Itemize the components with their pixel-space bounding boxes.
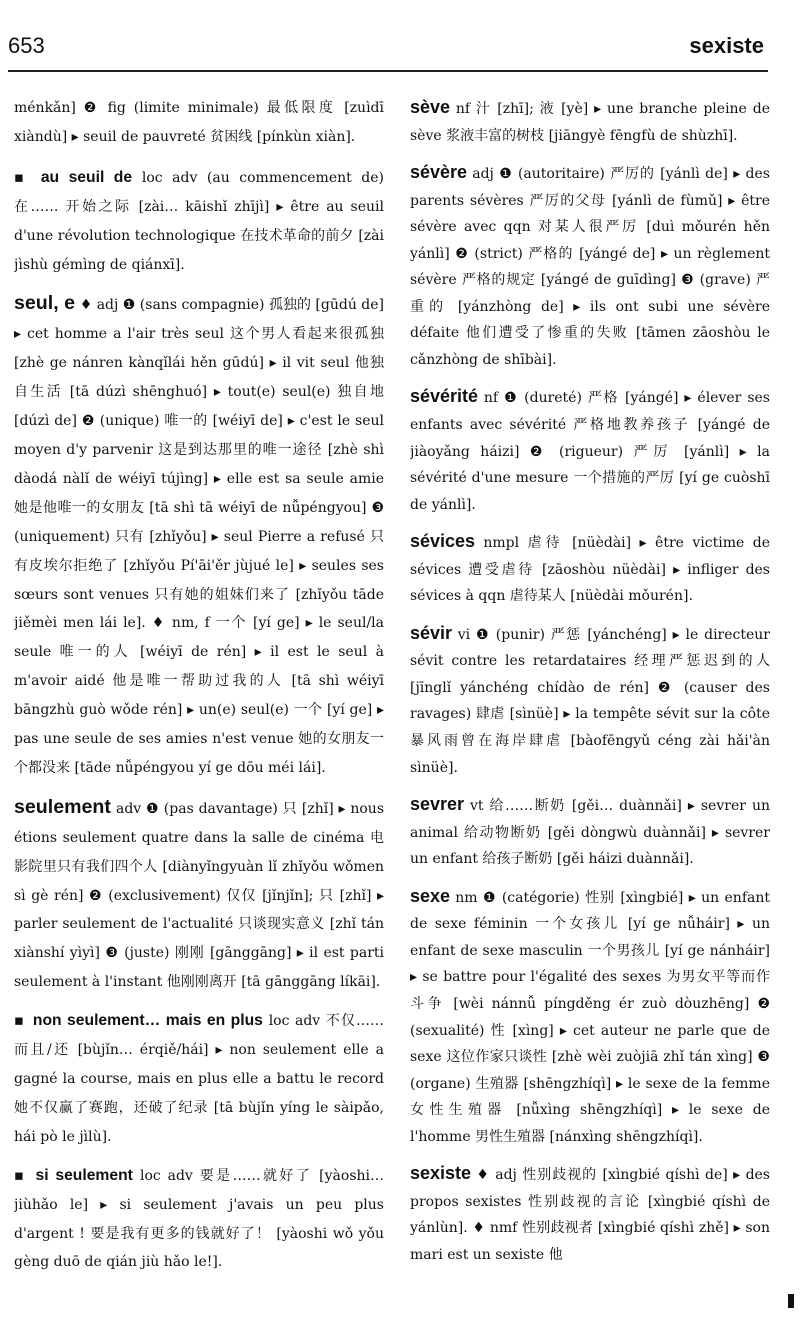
entry bbox=[410, 1160, 770, 1268]
entry-lemma: sevrer bbox=[410, 794, 465, 815]
entry-lemma: sexe bbox=[410, 885, 451, 906]
running-headword: sexiste bbox=[689, 33, 764, 58]
entry bbox=[410, 94, 770, 149]
entry-text: nmpl 虐待 [nüèdài] ▸ être victime de sévices 遭受虐待 [zāoshòu nüèdài] ▸ infliger des sévices à qqn 虐待某人 [nüèdài mǒurén]. bbox=[410, 535, 770, 605]
entry bbox=[14, 289, 384, 782]
entry bbox=[410, 791, 770, 873]
page-edge-mark bbox=[788, 1294, 794, 1308]
entry bbox=[14, 94, 384, 152]
entry-lemma: seul, e bbox=[14, 292, 75, 315]
entry-text: nm ❶ (catégorie) 性别 [xìngbié] ▸ un enfant de sexe féminin 一个女孩儿 [yí ge nǚháir] ▸ un enfant de sexe masculin 一个男孩儿 [yí ge nánháir] ▸ se battre pour l'égalité des sexes 为男女平等而作斗争 [wèi nánnǚ píngděng ér zuò dòuzhēng] ❷ (sexualité) 性 [xìng] ▸ cet auteur ne parle que de sexe 这位作家只谈性 [zhè wèi zuòjiā zhǐ tán xìng] ❸ (organe) 生殖器 [shēngzhíqì] ▸ le sexe de la femme 女性生殖器 [nǚxìng shēngzhíqì] ▸ le sexe de l'homme 男性生殖器 [nánxìng shēngzhíqì]. bbox=[410, 889, 770, 1145]
entry-text: ♦ adj ❶ (sans compagnie) 孤独的 [gūdú de] ▸ cet homme a l'air très seul 这个男人看起来很孤独 [zhè ge nánren kànqǐlái hěn gūdú] ▸ il vit seul 他独自生活 [tā dúzì shēnghuó] ▸ tout(e) seul(e) 独自地 [dúzì de] ❷ (unique) 唯一的 [wéiyī de] ▸ c'est le seul moyen d'y parvenir 这是到达那里的唯一途径 [zhè shì dàodá nàlǐ de wéiyī tújìng] ▸ elle est sa seule amie 她是他唯一的女朋友 [tā shì tā wéiyī de nǚpéngyou] ❸ (uniquement) 只有 [zhǐyǒu] ▸ seul Pierre a refusé 只有皮埃尔拒绝了 [zhǐyǒu Pí'āi'ěr jùjué le] ▸ seules ses sœurs sont venues 只有她的姐妹们来了 [zhǐyǒu tāde jiěmèi men lái le]. ♦ nm, f 一个 [yí ge] ▸ le seul/la seule 唯一的人 [wéiyī de rén] ▸ il est le seul à m'avoir aidé 他是唯一帮助过我的人 [tā shì wéiyī bāngzhù guò wǒde rén] ▸ un(e) seul(e) 一个 [yí ge] ▸ pas une seule de ses amies n'est venue 她的女朋友一个都没来 [tāde nǚpéngyou yí ge dōu méi lái]. bbox=[14, 297, 384, 776]
entry-text: loc adv 不仅……而且/还 [bùjǐn… érqiě/hái] ▸ non seulement elle a gagné la course, mais en plus elle a battu le record 她不仅赢了赛跑，还破了纪录 [tā bùjǐn yíng le sàipǎo, hái pò le jìlù]. bbox=[14, 1013, 384, 1145]
entry-text: ménkǎn] ❷ fig (limite minimale) 最低限度 [zuìdī xiàndù] ▸ seuil de pauvreté 贫困线 [pínkùn xiàn]. bbox=[14, 100, 384, 145]
entry-lemma: sévérité bbox=[410, 386, 479, 407]
entry-lemma: non seulement… mais en plus bbox=[32, 1012, 263, 1030]
entry-lemma: sève bbox=[410, 97, 451, 117]
entry bbox=[410, 620, 770, 781]
entry-lemma: seulement bbox=[14, 795, 111, 818]
entry-lemma: sexiste bbox=[410, 1163, 472, 1184]
entry-text: loc adv (au commencement de) 在…… 开始之际 [zài… kāishǐ zhījì] ▸ être au seuil d'une révolution technologique 在技术革命的前夕 [zài jìshù gémìng de qiánxī]. bbox=[14, 169, 384, 273]
page-number: 653 bbox=[8, 33, 45, 58]
entry bbox=[410, 883, 770, 1150]
entry-lemma: sévices bbox=[410, 531, 476, 552]
entry-text: vt 给……断奶 [gěi… duànnǎi] ▸ sevrer un animal 给动物断奶 [gěi dòngwù duànnǎi] ▸ sevrer un enfant 给孩子断奶 [gěi háizi duànnǎi]. bbox=[410, 798, 770, 868]
entry-text: ♦ adj 性别歧视的 [xìngbié qíshì de] ▸ des propos sexistes 性别歧视的言论 [xìngbié qíshì de yánlùn]. ♦ nmf 性别歧视者 [xìngbié qíshì zhě] ▸ son mari est un sexiste 他 bbox=[410, 1167, 770, 1263]
subentry bbox=[14, 164, 384, 280]
entry-text: adj ❶ (autoritaire) 严厉的 [yánlì de] ▸ des parents sévères 严厉的父母 [yánlì de fùmǔ] ▸ être sévère avec qqn 对某人很严厉 [duì mǒurén hěn yánlì] ❷ (strict) 严格的 [yángé de] ▸ un règlement sévère 严格的规定 [yángé de guīdìng] ❸ (grave) 严重的 [yánzhòng de] ▸ ils ont subi une sévère défaite 他们遭受了惨重的失败 [tāmen zāoshòu le cǎnzhòng de shībài]. bbox=[410, 166, 770, 368]
entry-lemma: au seuil de bbox=[40, 168, 133, 186]
entry-text: adv ❶ (pas davantage) 只 [zhǐ] ▸ nous étions seulement quatre dans la salle de cinéma 电影院里只有我们四个人 [diànyǐngyuàn lǐ zhǐyǒu wǒmen sì gè rén] ❷ (exclusivement) 仅仅 [jǐnjǐn]; 只 [zhǐ] ▸ parler seulement de l'actualité 只谈现实意义 [zhǐ tán xiànshí yìyì] ❸ (juste) 刚刚 [gānggāng] ▸ il est parti seulement à l'instant 他刚刚离开 [tā gānggāng líkāi]. bbox=[14, 800, 384, 991]
right-column bbox=[410, 94, 770, 1304]
left-column bbox=[14, 94, 384, 1304]
entry bbox=[14, 793, 384, 997]
subentry bbox=[14, 1007, 384, 1152]
entry-text: vi ❶ (punir) 严惩 [yánchéng] ▸ le directeur sévit contre les retardataires 经理严惩迟到的人 [jīnglǐ yánchéng chídào de rén] ❷ (causer des ravages) 肆虐 [sìnüè] ▸ la tempête sévit sur la côte 暴风雨曾在海岸肆虐 [bàofēngyǔ céng zài hǎi'àn sìnüè]. bbox=[410, 626, 770, 776]
entry-lemma: sévère bbox=[410, 162, 468, 183]
entry-text: nf ❶ (dureté) 严格 [yángé] ▸ élever ses enfants avec sévérité 严格地教养孩子 [yángé de jiàoyǎng háizi] ❷ (rigueur) 严厉 [yánlì] ▸ la sévérité d'une mesure 一个措施的严厉 [yí ge cuòshī de yánlì]. bbox=[410, 390, 770, 513]
entry-text: loc adv 要是……就好了 [yàoshi… jiùhǎo le] ▸ si seulement j'avais un peu plus d'argent ! 要是我有更多的钱就好了！ [yàoshi wǒ yǒu gèng duō de qián jiù hǎo le!]. bbox=[14, 1167, 384, 1271]
entry-text: nf 汁 [zhī]; 液 [yè] ▸ une branche pleine de sève 浆液丰富的树枝 [jiāngyè fēngfù de shùzhī]. bbox=[410, 101, 770, 144]
subentry bbox=[14, 1162, 384, 1278]
entry bbox=[410, 528, 770, 610]
header-rule bbox=[8, 70, 768, 72]
entry bbox=[410, 159, 770, 373]
entry bbox=[410, 383, 770, 518]
entry-lemma: si seulement bbox=[35, 1166, 133, 1184]
entry-lemma: sévir bbox=[410, 622, 453, 643]
